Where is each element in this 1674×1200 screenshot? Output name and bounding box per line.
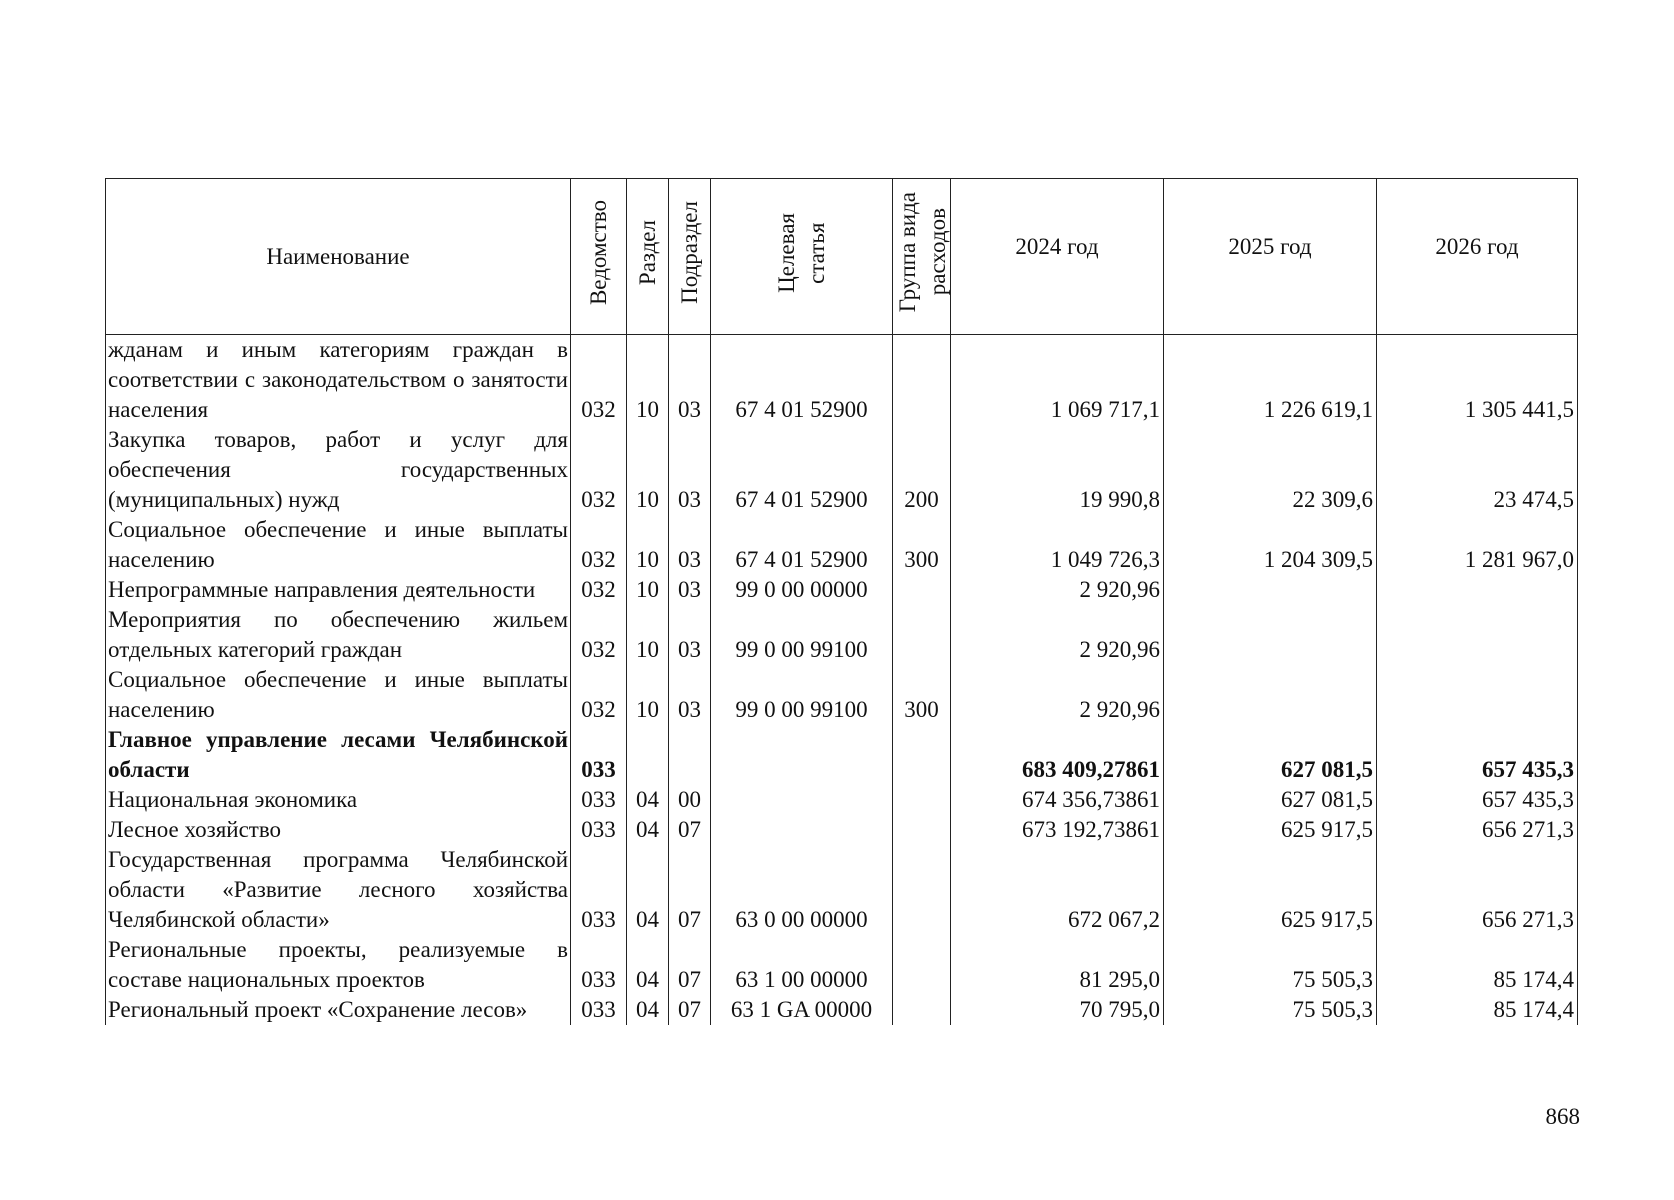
row-podrazdel: 00 bbox=[669, 785, 711, 815]
row-podrazdel: 03 bbox=[669, 335, 711, 426]
row-value-2026 bbox=[1377, 575, 1578, 605]
row-podrazdel: 03 bbox=[669, 605, 711, 665]
header-2024: 2024 год bbox=[951, 179, 1164, 335]
row-value-2025: 22 309,6 bbox=[1164, 425, 1377, 515]
row-vedomstvo: 032 bbox=[571, 575, 627, 605]
row-gruppa bbox=[893, 575, 951, 605]
row-podrazdel: 07 bbox=[669, 815, 711, 845]
table-row bbox=[106, 515, 1578, 575]
row-value-2025: 627 081,5 bbox=[1164, 725, 1377, 785]
row-celevaya-statya: 99 0 00 00000 bbox=[711, 575, 893, 605]
row-name: Социальное обеспечение и иные выплаты населению bbox=[106, 665, 571, 725]
row-value-2025 bbox=[1164, 605, 1377, 665]
row-name: Закупка товаров, работ и услуг для обеспечения государственных (муниципальных) нужд bbox=[106, 425, 571, 515]
row-gruppa bbox=[893, 845, 951, 935]
row-value-2024: 19 990,8 bbox=[951, 425, 1164, 515]
row-vedomstvo: 032 bbox=[571, 425, 627, 515]
row-value-2024: 674 356,73861 bbox=[951, 785, 1164, 815]
row-gruppa: 300 bbox=[893, 515, 951, 575]
row-name: Региональные проекты, реализуемые в составе национальных проектов bbox=[106, 935, 571, 995]
table-row bbox=[106, 605, 1578, 665]
row-vedomstvo: 033 bbox=[571, 845, 627, 935]
row-razdel: 04 bbox=[627, 845, 669, 935]
row-razdel: 04 bbox=[627, 815, 669, 845]
row-value-2026 bbox=[1377, 665, 1578, 725]
row-celevaya-statya bbox=[711, 725, 893, 785]
row-celevaya-statya: 63 1 GA 00000 bbox=[711, 995, 893, 1025]
header-celevaya-statya: Целевая статья bbox=[711, 179, 893, 335]
row-vedomstvo: 033 bbox=[571, 935, 627, 995]
row-value-2024: 673 192,73861 bbox=[951, 815, 1164, 845]
row-gruppa: 300 bbox=[893, 665, 951, 725]
row-name: Национальная экономика bbox=[106, 785, 571, 815]
row-value-2025: 75 505,3 bbox=[1164, 995, 1377, 1025]
table-row bbox=[106, 815, 1578, 845]
row-name: Региональный проект «Сохранение лесов» bbox=[106, 995, 571, 1025]
row-podrazdel: 03 bbox=[669, 515, 711, 575]
row-gruppa bbox=[893, 995, 951, 1025]
row-vedomstvo: 032 bbox=[571, 665, 627, 725]
table-row bbox=[106, 845, 1578, 935]
row-value-2024: 2 920,96 bbox=[951, 665, 1164, 725]
row-value-2026: 656 271,3 bbox=[1377, 845, 1578, 935]
row-value-2026: 1 305 441,5 bbox=[1377, 335, 1578, 426]
row-celevaya-statya: 63 1 00 00000 bbox=[711, 935, 893, 995]
header-vedomstvo: Ведомство bbox=[571, 179, 627, 335]
row-vedomstvo: 033 bbox=[571, 815, 627, 845]
row-razdel: 10 bbox=[627, 425, 669, 515]
row-gruppa bbox=[893, 815, 951, 845]
row-name: Лесное хозяйство bbox=[106, 815, 571, 845]
row-gruppa bbox=[893, 605, 951, 665]
row-value-2024: 1 069 717,1 bbox=[951, 335, 1164, 426]
row-value-2025 bbox=[1164, 665, 1377, 725]
row-name: жданам и иным категориям граждан в соответствии с законодательством о занятости населения bbox=[106, 335, 571, 426]
row-value-2026: 657 435,3 bbox=[1377, 785, 1578, 815]
row-value-2026: 656 271,3 bbox=[1377, 815, 1578, 845]
row-value-2025 bbox=[1164, 575, 1377, 605]
row-celevaya-statya: 99 0 00 99100 bbox=[711, 665, 893, 725]
header-2026: 2026 год bbox=[1377, 179, 1578, 335]
row-celevaya-statya: 67 4 01 52900 bbox=[711, 425, 893, 515]
row-value-2024: 70 795,0 bbox=[951, 995, 1164, 1025]
row-gruppa bbox=[893, 785, 951, 815]
row-value-2025: 627 081,5 bbox=[1164, 785, 1377, 815]
table-row bbox=[106, 665, 1578, 725]
header-podrazdel: Подраздел bbox=[669, 179, 711, 335]
row-value-2025: 625 917,5 bbox=[1164, 815, 1377, 845]
table-header-row bbox=[106, 179, 1578, 335]
row-podrazdel: 03 bbox=[669, 425, 711, 515]
table-row bbox=[106, 785, 1578, 815]
row-celevaya-statya bbox=[711, 785, 893, 815]
row-razdel: 10 bbox=[627, 575, 669, 605]
row-name: Социальное обеспечение и иные выплаты населению bbox=[106, 515, 571, 575]
header-razdel: Раздел bbox=[627, 179, 669, 335]
row-razdel: 04 bbox=[627, 785, 669, 815]
row-value-2026: 85 174,4 bbox=[1377, 995, 1578, 1025]
row-razdel: 10 bbox=[627, 335, 669, 426]
row-value-2024: 1 049 726,3 bbox=[951, 515, 1164, 575]
row-value-2024: 672 067,2 bbox=[951, 845, 1164, 935]
page-number: 868 bbox=[1545, 1104, 1580, 1129]
row-podrazdel: 03 bbox=[669, 575, 711, 605]
header-2025: 2025 год bbox=[1164, 179, 1377, 335]
row-value-2026: 23 474,5 bbox=[1377, 425, 1578, 515]
row-name: Государственная программа Челябинской области «Развитие лесного хозяйства Челябинской области» bbox=[106, 845, 571, 935]
row-razdel: 04 bbox=[627, 935, 669, 995]
row-razdel bbox=[627, 725, 669, 785]
table-row bbox=[106, 935, 1578, 995]
row-podrazdel: 07 bbox=[669, 935, 711, 995]
row-vedomstvo: 033 bbox=[571, 995, 627, 1025]
row-gruppa bbox=[893, 725, 951, 785]
row-value-2025: 625 917,5 bbox=[1164, 845, 1377, 935]
row-vedomstvo: 032 bbox=[571, 605, 627, 665]
table-body bbox=[106, 335, 1578, 1026]
row-value-2026: 85 174,4 bbox=[1377, 935, 1578, 995]
row-podrazdel: 07 bbox=[669, 845, 711, 935]
table-row bbox=[106, 425, 1578, 515]
row-razdel: 10 bbox=[627, 605, 669, 665]
row-celevaya-statya bbox=[711, 815, 893, 845]
row-podrazdel: 07 bbox=[669, 995, 711, 1025]
row-gruppa bbox=[893, 335, 951, 426]
row-razdel: 10 bbox=[627, 515, 669, 575]
table-row bbox=[106, 725, 1578, 785]
row-razdel: 04 bbox=[627, 995, 669, 1025]
row-name: Главное управление лесами Челябинской области bbox=[106, 725, 571, 785]
row-value-2026: 657 435,3 bbox=[1377, 725, 1578, 785]
row-value-2025: 1 204 309,5 bbox=[1164, 515, 1377, 575]
row-celevaya-statya: 67 4 01 52900 bbox=[711, 335, 893, 426]
row-celevaya-statya: 63 0 00 00000 bbox=[711, 845, 893, 935]
row-podrazdel: 03 bbox=[669, 665, 711, 725]
header-name: Наименование bbox=[106, 179, 571, 335]
row-vedomstvo: 033 bbox=[571, 785, 627, 815]
row-value-2026 bbox=[1377, 605, 1578, 665]
row-vedomstvo: 032 bbox=[571, 335, 627, 426]
table-row bbox=[106, 995, 1578, 1025]
row-vedomstvo: 032 bbox=[571, 515, 627, 575]
row-podrazdel bbox=[669, 725, 711, 785]
row-value-2025: 1 226 619,1 bbox=[1164, 335, 1377, 426]
row-gruppa: 200 bbox=[893, 425, 951, 515]
table-row bbox=[106, 335, 1578, 426]
budget-table bbox=[105, 178, 1578, 1025]
row-value-2024: 2 920,96 bbox=[951, 575, 1164, 605]
row-celevaya-statya: 99 0 00 99100 bbox=[711, 605, 893, 665]
row-razdel: 10 bbox=[627, 665, 669, 725]
header-gruppa-vida-rashodov: Группа вида расходов bbox=[893, 179, 951, 335]
row-gruppa bbox=[893, 935, 951, 995]
row-name: Мероприятия по обеспечению жильем отдельных категорий граждан bbox=[106, 605, 571, 665]
row-value-2024: 2 920,96 bbox=[951, 605, 1164, 665]
row-value-2026: 1 281 967,0 bbox=[1377, 515, 1578, 575]
row-value-2024: 683 409,27861 bbox=[951, 725, 1164, 785]
row-name: Непрограммные направления деятельности bbox=[106, 575, 571, 605]
row-value-2025: 75 505,3 bbox=[1164, 935, 1377, 995]
row-vedomstvo: 033 bbox=[571, 725, 627, 785]
row-value-2024: 81 295,0 bbox=[951, 935, 1164, 995]
table-row bbox=[106, 575, 1578, 605]
row-celevaya-statya: 67 4 01 52900 bbox=[711, 515, 893, 575]
